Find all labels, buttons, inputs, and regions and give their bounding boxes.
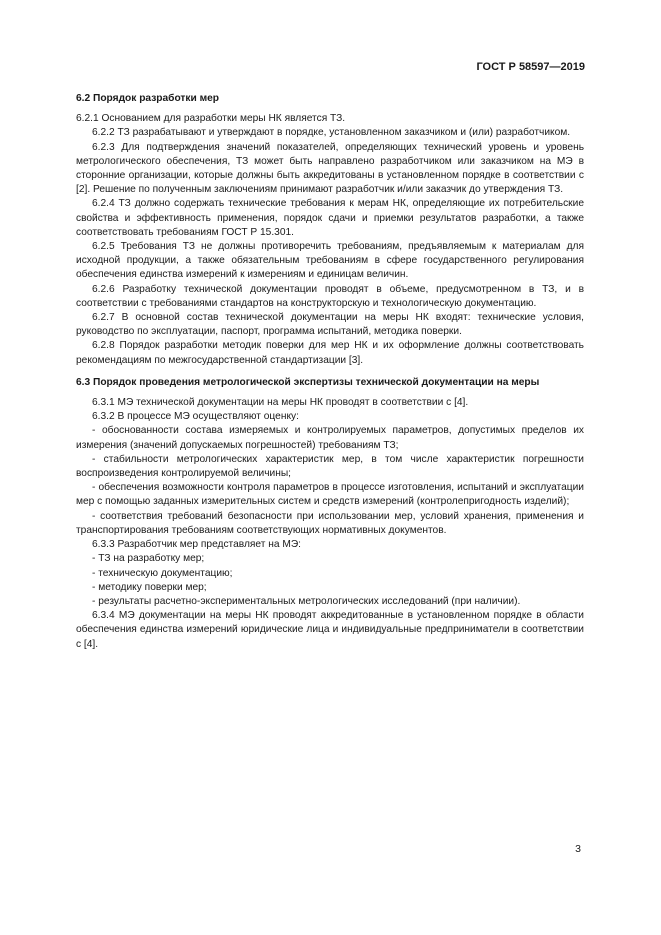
page-number: 3 xyxy=(575,843,581,855)
paragraph-6-2-8: 6.2.8 Порядок разработки методик поверки для мер НК и их оформление должны соответствовать рекомендациям по межгосударственной стандартизации [3]. xyxy=(76,340,584,366)
section-6-3 xyxy=(76,396,584,652)
section-title-6-3: 6.3 Порядок проведения метрологической экспертизы технической документации на меры xyxy=(76,376,540,388)
paragraph-6-3-3: 6.3.3 Разработчик мер представляет на МЭ: xyxy=(92,539,301,551)
paragraph-6-2-1: 6.2.1 Основанием для разработки меры НК является ТЗ. xyxy=(76,113,346,125)
list-item: - техническую документацию; xyxy=(92,567,233,579)
list-item: - соответствия требований безопасности при использовании мер, условий хранения, применения и транспортирования требованиям соответствующих нормативных документов. xyxy=(76,510,584,536)
list-item: - стабильности метрологических характеристик мер, в том числе характеристик погрешности воспроизведения контролируемой величины; xyxy=(76,453,584,480)
paragraph-6-2-3: 6.2.3 Для подтверждения значений показателей, определяющих технический уровень и уровень метрологического обеспечения, ТЗ может быть направлено разработчиком или заказчиком на МЭ в сторонние организации, которые должны быть аккредитованы в установленном порядке в соответствии с [2]. Решение по полученным заключениям принимают разработчик и/или заказчик до утверждения ТЗ. xyxy=(76,141,584,196)
paragraph-6-3-4: 6.3.4 МЭ документации на меры НК проводят аккредитованные в установленном порядке в области обеспечения единства измерений юридические лица и индивидуальные предприниматели в соответствии с [4]. xyxy=(76,610,584,650)
section-title-6-2: 6.2 Порядок разработки мер xyxy=(76,93,220,104)
paragraph-6-3-1: 6.3.1 МЭ технической документации на меры НК проводят в соответствии с [4]. xyxy=(92,397,469,409)
paragraph-6-2-2: 6.2.2 ТЗ разрабатывают и утверждают в порядке, установленном заказчиком и (или) разработчиком. xyxy=(92,127,571,139)
paragraph-6-2-6: 6.2.6 Разработку технической документации проводят в объеме, предусмотренном в ТЗ, и в соответствии с требованиями стандартов на конструкторскую и технологическую документацию. xyxy=(76,283,584,309)
list-item: - обеспечения возможности контроля параметров в процессе изготовления, испытаний и эксплуатации мер с помощью заданных измерительных систем и средств измерений (контролепригодность изделий); xyxy=(76,482,584,508)
paragraph-6-3-2: 6.3.2 В процессе МЭ осуществляют оценку: xyxy=(92,411,299,423)
paragraph-6-2-5: 6.2.5 Требования ТЗ не должны противоречить требованиям, предъявляемым к материалам для исходной продукции, а также обязательным требованиям в сфере государственного регулирования обеспечения единства измерений к измерениям и единицам величин. xyxy=(76,241,584,281)
document-body xyxy=(76,92,584,652)
standard-code: ГОСТ Р 58597—2019 xyxy=(476,61,585,73)
list-item: - методику поверки мер; xyxy=(92,581,207,593)
section-6-2 xyxy=(76,112,584,368)
paragraph-6-2-4: 6.2.4 ТЗ должно содержать технические требования к мерам НК, определяющие их потребительские свойства и эффективность применения, порядок сдачи и приемки результатов разработки, а также соответствовать требованиям ГОСТ Р 15.301. xyxy=(76,198,584,238)
list-item: - ТЗ на разработку мер; xyxy=(92,553,205,565)
paragraph-6-2-7: 6.2.7 В основной состав технической документации на меры НК входят: технические условия, руководство по эксплуатации, паспорт, программа испытаний, методика поверки. xyxy=(76,312,584,338)
list-item: - обоснованности состава измеряемых и контролируемых параметров, допустимых пределов их измерения (значений допускаемых погрешностей) требованиям ТЗ; xyxy=(76,425,584,451)
list-item: - результаты расчетно-экспериментальных метрологических исследований (при наличии). xyxy=(92,595,521,607)
